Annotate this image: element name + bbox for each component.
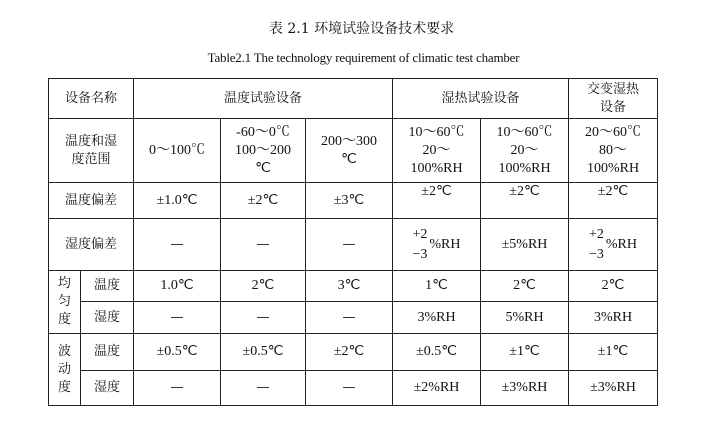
cell: ±1.0℃	[134, 183, 221, 219]
uniformity-hum-row	[49, 302, 658, 334]
header-alt	[569, 79, 658, 119]
cell-line: ℃	[255, 160, 271, 176]
cell-line: ℃	[341, 151, 357, 167]
header-alt-line: 交变湿热	[586, 81, 639, 97]
cell: —	[221, 219, 306, 271]
header-alt-line: 设备	[599, 99, 626, 115]
cell	[221, 119, 306, 183]
range-row	[49, 119, 658, 183]
sub-label: 温度	[81, 334, 134, 371]
plus-tol: +2	[588, 226, 604, 242]
sub-label: 温度	[81, 271, 134, 302]
cell: 5%RH	[481, 302, 569, 334]
header-row	[49, 79, 658, 119]
header-temp: 温度试验设备	[134, 79, 393, 119]
cell-line: 10～60℃	[496, 124, 553, 140]
range-label	[49, 119, 134, 183]
cell: 3%RH	[393, 302, 481, 334]
sub-label: 湿度	[81, 371, 134, 406]
unit: %RH	[605, 236, 638, 252]
cell: ±3℃	[306, 183, 393, 219]
cell-line: 80～	[599, 142, 627, 158]
cell: —	[134, 371, 221, 406]
cell	[134, 119, 221, 183]
cell: 2℃	[221, 271, 306, 302]
cell: ±2℃	[306, 334, 393, 371]
cell: ±3%RH	[569, 371, 658, 406]
cell: 1℃	[393, 271, 481, 302]
cell: ±0.5℃	[134, 334, 221, 371]
cell: —	[221, 371, 306, 406]
label-char: 度	[57, 312, 71, 327]
cell: 2℃	[569, 271, 658, 302]
cell: 2℃	[481, 271, 569, 302]
temp-dev-row	[49, 183, 658, 219]
cell: —	[221, 302, 306, 334]
table-caption-en: Table2.1 The technology requirement of climatic test chamber	[207, 50, 520, 65]
cell	[569, 219, 658, 271]
cell-line: 20～	[422, 142, 451, 158]
cell: ±2%RH	[393, 371, 481, 406]
label-line: 度范围	[71, 151, 111, 167]
cell	[393, 119, 481, 183]
cell: 3%RH	[569, 302, 658, 334]
cell-line: 100%RH	[586, 160, 640, 176]
fluctuation-label	[49, 334, 81, 406]
cell-line: 20～60℃	[585, 124, 641, 140]
cell: ±1℃	[569, 334, 658, 371]
header-damp: 湿热试验设备	[393, 79, 569, 119]
cell-line: 100%RH	[410, 160, 463, 176]
label-char: 度	[57, 379, 71, 395]
cell: ±1℃	[481, 334, 569, 371]
label-char: 波	[57, 343, 71, 359]
cell	[481, 119, 569, 183]
cell-line: 100%RH	[498, 160, 551, 176]
header-name: 设备名称	[49, 79, 134, 119]
plus-tol: +2	[412, 226, 428, 242]
row-label: 湿度偏差	[49, 219, 134, 271]
cell-line: -60～0℃	[236, 124, 290, 140]
label-char: 动	[57, 361, 71, 377]
cell	[306, 119, 393, 183]
cell	[393, 219, 481, 271]
cell: ±2℃	[393, 183, 481, 219]
uniformity-temp-row	[49, 271, 658, 302]
label-char: 匀	[57, 294, 71, 309]
cell: —	[306, 371, 393, 406]
cell-line: 0～100℃	[149, 142, 205, 158]
cell: ±0.5℃	[393, 334, 481, 371]
cell: 1.0℃	[134, 271, 221, 302]
fluctuation-hum-row	[49, 371, 658, 406]
label-char: 均	[57, 276, 71, 291]
cell: —	[306, 219, 393, 271]
label-line: 温度和湿	[64, 133, 117, 149]
cell: ±2℃	[569, 183, 658, 219]
cell: 3℃	[306, 271, 393, 302]
fluctuation-temp-row	[49, 334, 658, 371]
hum-dev-row	[49, 219, 658, 271]
uniformity-label	[49, 271, 81, 334]
cell-line: 10～60℃	[408, 124, 465, 140]
cell: —	[306, 302, 393, 334]
minus-tol: −3	[412, 246, 428, 262]
requirements-table	[48, 78, 658, 406]
minus-tol: −3	[588, 246, 604, 262]
cell: ±2℃	[481, 183, 569, 219]
cell: ±2℃	[221, 183, 306, 219]
cell-line: 200～300	[321, 133, 377, 149]
cell: —	[134, 219, 221, 271]
cell: ±0.5℃	[221, 334, 306, 371]
cell-line: 100～200	[235, 142, 291, 158]
cell: ±3%RH	[481, 371, 569, 406]
cell: —	[134, 302, 221, 334]
sub-label: 湿度	[81, 302, 134, 334]
cell: ±5%RH	[481, 219, 569, 271]
cell-line: 20～	[510, 142, 539, 158]
unit: %RH	[429, 236, 461, 252]
table-caption-cn: 表 2.1 环境试验设备技术要求	[268, 21, 455, 37]
row-label: 温度偏差	[49, 183, 134, 219]
cell	[569, 119, 658, 183]
